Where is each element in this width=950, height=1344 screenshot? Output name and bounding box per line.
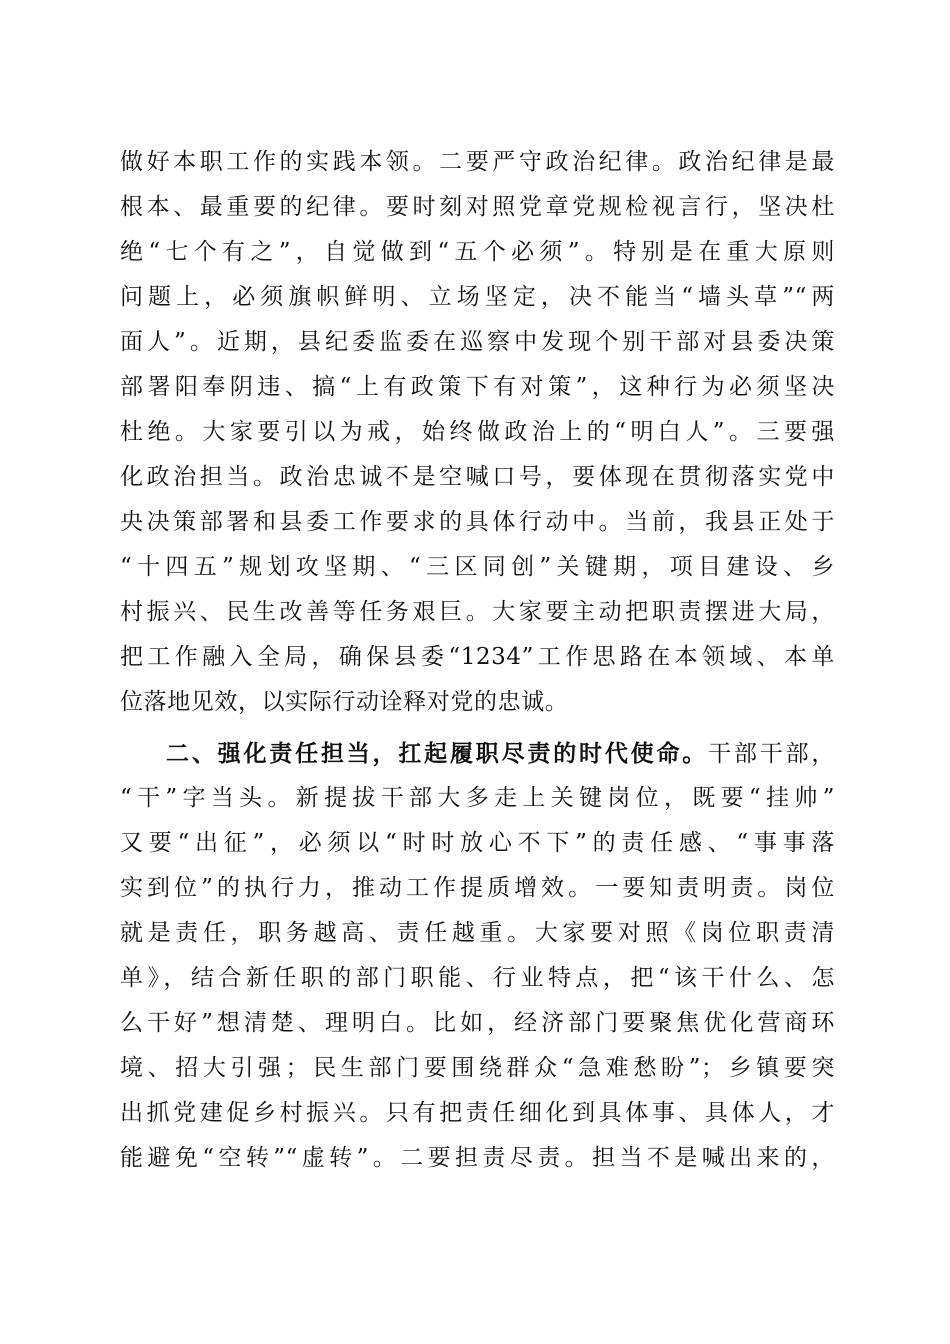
text-line: 问题上，必须旗帜鲜明、立场坚定，决不能当“墙头草”“两 [120, 284, 835, 310]
text-line: 杜绝。大家要引以为戒，始终做政治上的“明白人”。三要强 [120, 419, 835, 445]
text-line: 把工作融入全局，确保县委“1234”工作思路在本领域、本单 [120, 644, 835, 670]
text-line: 又要“出征”，必须以“时时放心不下”的责任感、“事事落 [120, 830, 835, 856]
text-line: “干”字当头。新提拔干部大多走上关键岗位，既要“挂帅” [120, 785, 835, 811]
text-line: 根本、最重要的纪律。要时刻对照党章党规检视言行，坚决杜 [120, 194, 835, 220]
heading-line-rest: 干部干部， [708, 741, 836, 767]
text-line: 出抓党建促乡村振兴。只有把责任细化到具体事、具体人，才 [120, 1100, 835, 1126]
text-line: 面人”。近期，县纪委监委在巡察中发现个别干部对县委决策 [120, 329, 835, 355]
text-line: 绝“七个有之”，自觉做到“五个必须”。特别是在重大原则 [120, 239, 835, 265]
paragraph-1 [120, 140, 835, 725]
text-line: 单》，结合新任职的部门职能、行业特点，把“该干什么、怎 [120, 965, 835, 991]
text-line: 就是责任，职务越高、责任越重。大家要对照《岗位职责清 [120, 920, 835, 946]
text-line: 能避免“空转”“虚转”。二要担责尽责。担当不是喊出来的， [120, 1145, 835, 1171]
text-line: 央决策部署和县委工作要求的具体行动中。当前，我县正处于 [120, 509, 835, 535]
section-heading-line [120, 731, 835, 776]
text-line: 么干好”想清楚、理明白。比如，经济部门要聚焦优化营商环 [120, 1010, 835, 1036]
text-line: 做好本职工作的实践本领。二要严守政治纪律。政治纪律是最 [120, 149, 835, 175]
text-line: 境、招大引强；民生部门要围绕群众“急难愁盼”；乡镇要突 [120, 1055, 835, 1081]
text-line: 部署阳奉阴违、搞“上有政策下有对策”，这种行为必须坚决 [120, 374, 835, 400]
text-line: 村振兴、民生改善等任务艰巨。大家要主动把职责摆进大局， [120, 599, 835, 625]
text-line: 化政治担当。政治忠诚不是空喊口号，要体现在贯彻落实党中 [120, 464, 835, 490]
text-line: 实到位”的执行力，推动工作提质增效。一要知责明责。岗位 [120, 875, 835, 901]
text-line: 位落地见效，以实际行动诠释对党的忠诚。 [120, 689, 569, 715]
section-heading: 二、强化责任担当，扛起履职尽责的时代使命。 [166, 740, 709, 767]
body-text [120, 140, 835, 1181]
text-line: “十四五”规划攻坚期、“三区同创”关键期，项目建设、乡 [120, 554, 835, 580]
paragraph-2 [120, 731, 835, 1181]
